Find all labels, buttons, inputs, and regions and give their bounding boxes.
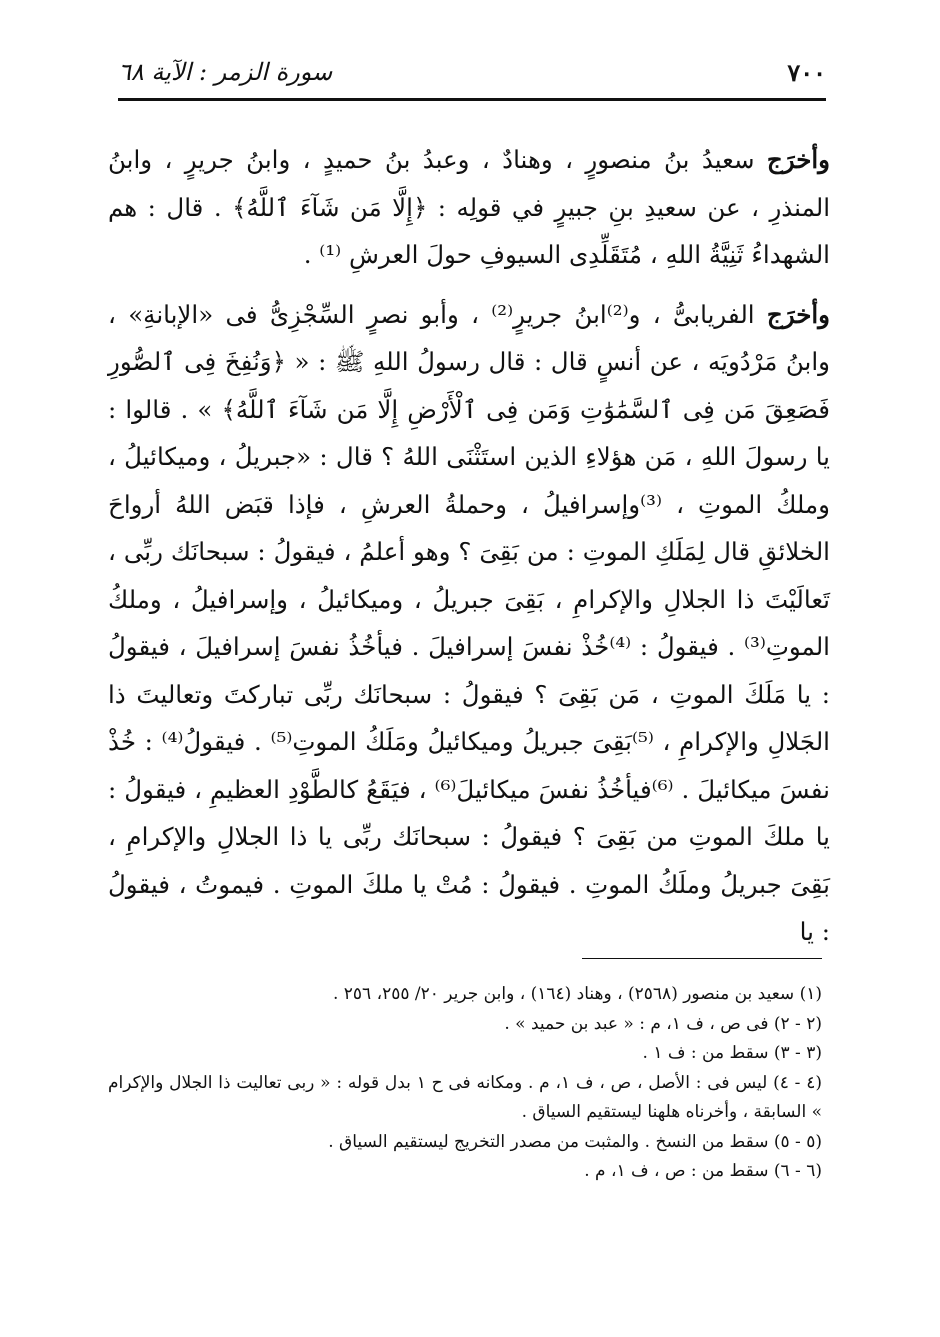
paragraph-text: سعيدُ بنُ منصورٍ ، وهنادٌ ، وعبدُ بنُ حميدٍ ، وابنُ جريرٍ ، وابنُ المنذرِ ، عن سعيدِ بنِ جبيرٍ في قولِه : ﴿إِلَّا مَن شَآءَ ٱللَّهُ﴾ . قال : هم الشهداءُ ثَنِيَّةُ اللهِ ، مُتَقَلِّدِى السيوفِ حولَ العرشِ ⁽¹⁾ . xyxy=(108,145,830,269)
paragraph-text: الفريابىُّ ، و⁽²⁾ابنُ جريرٍ⁽²⁾ ، وأبو نصرٍ السِّجْزِىُّ فى «الإبانةِ» ، وابنُ مَرْدُويَه ، عن أنسٍ قال : قال رسولُ اللهِ ﷺ : « ﴿وَنُفِخَ فِى ٱلصُّورِ فَصَعِقَ مَن فِى ٱلسَّمَٰوَٰتِ وَمَن فِى ٱلْأَرْضِ إِلَّا مَن شَآءَ ٱللَّهُ﴾ » . قالوا : يا رسولَ اللهِ ، مَن هؤلاءِ الذين استَثْنَى اللهُ ؟ قال : «جبريلُ ، وميكائيلُ ، وملكُ الموتِ ، ⁽³⁾وإسرافيلُ ، وحملةُ العرشِ ، فإذا قبَض اللهُ أرواحَ الخلائقِ قال لِمَلَكِ الموتِ : من بَقِىَ ؟ وهو أعلمُ ، فيقولُ : سبحانَك ربِّى ، تَعالَيْتَ ذا الجلالِ والإكرامِ ، بَقِىَ جبريلُ ، وميكائيلُ ، وإسرافيلُ ، وملكُ الموتِ⁽³⁾ . فيقولُ : ⁽⁴⁾خُذْ نفسَ إسرافيلَ . فيأخُذُ نفسَ إسرافيلَ ، فيقولُ : يا مَلَكَ الموتِ ، مَن بَقِىَ ؟ فيقولُ : سبحانَك ربِّى تباركتَ وتعاليتَ ذا الجَلالِ والإكرامِ ، ⁽⁵⁾بَقِىَ جبريلُ وميكائيلُ ومَلَكُ الموتِ⁽⁵⁾ . فيقولُ⁽⁴⁾ : خُذْ نفسَ ميكائيلَ . ⁽⁶⁾فيأخُذُ نفسَ ميكائيلَ⁽⁶⁾ ، فيَقَعُ كالطَّوْدِ العظيمِ ، فيقولُ : يا ملكَ الموتِ من بَقِىَ ؟ فيقولُ : سبحانَك ربِّى يا ذا الجلالِ والإكرامِ ، بَقِىَ جبريلُ وملَكُ الموتِ . فيقولُ : مُتْ يا ملكَ الموتِ . فيموتُ ، فيقولُ : يا xyxy=(108,299,830,946)
footnote: (٢ - ٢) فى ص ، ف ١، م : « عبد بن حميد » . xyxy=(504,1013,822,1034)
footnote: (٥ - ٥) سقط من النسخ . والمثبت من مصدر التخريج ليستقيم السياق . xyxy=(328,1131,822,1152)
footnotes xyxy=(108,980,822,1187)
footnote: (٤ - ٤) ليس فى : الأصل ، ص ، ف ١، م . ومكانه فى ح ١ بدل قوله : « ربى تعاليت ذا الجلال والإكرام » السابقة ، وأخرناه هلهنا ليستقيم السياق . xyxy=(108,1072,822,1122)
page-header xyxy=(118,52,826,92)
paragraph-lead: وأخرَج xyxy=(766,145,830,174)
footnote: (٣ - ٣) سقط من : ف ١ . xyxy=(642,1043,822,1063)
footnote-divider xyxy=(582,958,822,959)
main-text xyxy=(108,136,830,956)
running-title: سورة الزمر : الآية ٦٨ xyxy=(118,58,333,86)
page-number: ٧٠٠ xyxy=(787,57,826,87)
footnote: (٦ - ٦) سقط من : ص ، ف ١، م . xyxy=(584,1161,822,1181)
paragraph xyxy=(108,291,830,956)
header-divider xyxy=(118,98,826,101)
footnote: (١) سعيد بن منصور (٢٥٦٨) ، وهناد (١٦٤) ، وابن جرير ٢٠/ ٢٥٥، ٢٥٦ . xyxy=(332,984,822,1004)
paragraph xyxy=(108,136,830,279)
paragraph-lead: وأخرَج xyxy=(766,299,831,329)
